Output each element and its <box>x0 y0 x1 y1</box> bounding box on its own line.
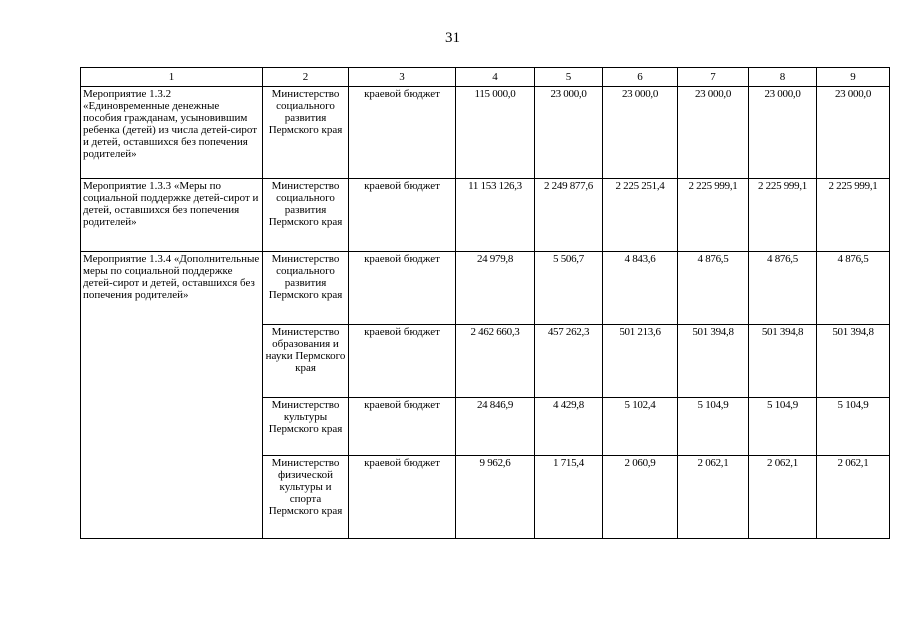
col-header-8: 8 <box>749 68 817 87</box>
value-cell: 4 876,5 <box>678 252 749 325</box>
value-cell: 23 000,0 <box>817 87 890 179</box>
value-cell: 2 225 999,1 <box>678 179 749 252</box>
value-cell: 9 962,6 <box>456 456 535 539</box>
executor-cell: Министерство образования и науки Пермского края <box>263 325 349 398</box>
value-cell: 115 000,0 <box>456 87 535 179</box>
value-cell: 2 062,1 <box>817 456 890 539</box>
value-cell: 2 462 660,3 <box>456 325 535 398</box>
value-cell: 501 394,8 <box>678 325 749 398</box>
executor-cell: Министерство социального развития Пермского края <box>263 252 349 325</box>
value-cell: 23 000,0 <box>749 87 817 179</box>
col-header-5: 5 <box>535 68 603 87</box>
executor-cell: Министерство культуры Пермского края <box>263 398 349 456</box>
value-cell: 2 225 251,4 <box>603 179 678 252</box>
activity-cell: Мероприятие 1.3.2 «Единовременные денежные пособия гражданам, усыновившим ребенка (детей) из числа детей-сирот и детей, оставшихся без попечения родителей» <box>81 87 263 179</box>
col-header-3: 3 <box>349 68 456 87</box>
col-header-2: 2 <box>263 68 349 87</box>
value-cell: 2 062,1 <box>678 456 749 539</box>
value-cell: 24 979,8 <box>456 252 535 325</box>
value-cell: 2 225 999,1 <box>817 179 890 252</box>
value-cell: 1 715,4 <box>535 456 603 539</box>
value-cell: 5 102,4 <box>603 398 678 456</box>
activity-cell: Мероприятие 1.3.4 «Дополнительные меры по социальной поддержке детей-сирот и детей, оставшихся без попечения родителей» <box>81 252 263 539</box>
value-cell: 4 876,5 <box>817 252 890 325</box>
executor-cell: Министерство физической культуры и спорта Пермского края <box>263 456 349 539</box>
page-number: 31 <box>445 30 460 46</box>
budget-table <box>80 67 890 539</box>
value-cell: 4 876,5 <box>749 252 817 325</box>
value-cell: 2 249 877,6 <box>535 179 603 252</box>
value-cell: 23 000,0 <box>678 87 749 179</box>
executor-cell: Министерство социального развития Пермского края <box>263 179 349 252</box>
value-cell: 11 153 126,3 <box>456 179 535 252</box>
value-cell: 2 062,1 <box>749 456 817 539</box>
value-cell: 501 213,6 <box>603 325 678 398</box>
source-cell: краевой бюджет <box>349 456 456 539</box>
activity-cell: Мероприятие 1.3.3 «Меры по социальной поддержке детей-сирот и детей, оставшихся без попечения родителей» <box>81 179 263 252</box>
col-header-6: 6 <box>603 68 678 87</box>
value-cell: 5 506,7 <box>535 252 603 325</box>
source-cell: краевой бюджет <box>349 87 456 179</box>
value-cell: 501 394,8 <box>817 325 890 398</box>
table-row <box>81 179 890 252</box>
value-cell: 2 060,9 <box>603 456 678 539</box>
value-cell: 501 394,8 <box>749 325 817 398</box>
source-cell: краевой бюджет <box>349 179 456 252</box>
value-cell: 457 262,3 <box>535 325 603 398</box>
table-row <box>81 87 890 179</box>
col-header-7: 7 <box>678 68 749 87</box>
value-cell: 23 000,0 <box>535 87 603 179</box>
value-cell: 4 429,8 <box>535 398 603 456</box>
source-cell: краевой бюджет <box>349 252 456 325</box>
value-cell: 5 104,9 <box>817 398 890 456</box>
value-cell: 5 104,9 <box>678 398 749 456</box>
source-cell: краевой бюджет <box>349 398 456 456</box>
col-header-1: 1 <box>81 68 263 87</box>
col-header-4: 4 <box>456 68 535 87</box>
table-row <box>81 252 890 325</box>
executor-cell: Министерство социального развития Пермского края <box>263 87 349 179</box>
header-row <box>81 68 890 87</box>
col-header-9: 9 <box>817 68 890 87</box>
value-cell: 4 843,6 <box>603 252 678 325</box>
value-cell: 2 225 999,1 <box>749 179 817 252</box>
value-cell: 5 104,9 <box>749 398 817 456</box>
value-cell: 23 000,0 <box>603 87 678 179</box>
value-cell: 24 846,9 <box>456 398 535 456</box>
source-cell: краевой бюджет <box>349 325 456 398</box>
